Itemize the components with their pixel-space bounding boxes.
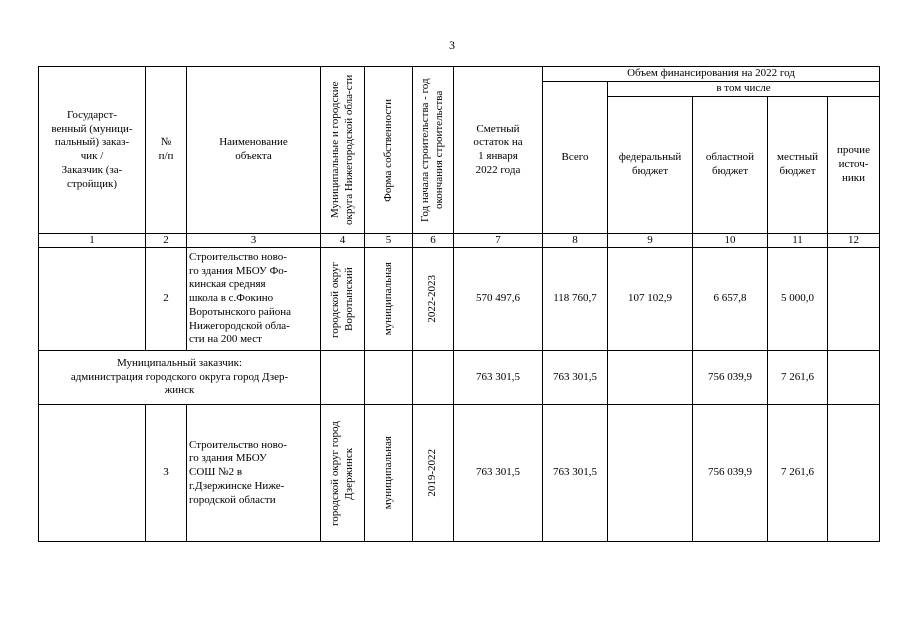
column-number: 5 [365, 234, 413, 248]
empty-cell [321, 351, 365, 405]
local-value: 7 261,6 [768, 351, 828, 405]
ownership-cell [365, 248, 413, 351]
column-number: 12 [828, 234, 880, 248]
header-number: № п/п [146, 67, 187, 234]
years-cell [413, 405, 454, 542]
object-name: Строительство ново- го здания МБОУ Фо- кинская средняя школа в с.Фокино Воротынского района Нижегородской обла- сти на 200 мест [187, 248, 321, 351]
regional-value: 756 039,9 [693, 351, 768, 405]
row-number: 3 [146, 405, 187, 542]
header-estimate-balance: Сметный остаток на 1 января 2022 года [454, 67, 543, 234]
local-value: 5 000,0 [768, 248, 828, 351]
header-other: прочие источ- ники [828, 97, 880, 234]
empty-cell [365, 351, 413, 405]
object-name: Строительство ново- го здания МБОУ СОШ №2 в г.Дзержинске Ниже- городской области [187, 405, 321, 542]
estimate-value: 763 301,5 [454, 351, 543, 405]
federal-value [608, 351, 693, 405]
header-federal: федеральный бюджет [608, 97, 693, 234]
header-municipality-text: Муниципальные и городские округа Нижегородской обла-сти [328, 74, 355, 226]
regional-value: 6 657,8 [693, 248, 768, 351]
column-number: 3 [187, 234, 321, 248]
column-number: 4 [321, 234, 365, 248]
row-number: 2 [146, 248, 187, 351]
header-customer: Государст- венный (муници- пальный) заказ- чик / Заказчик (за- стройщик) [39, 67, 146, 234]
years-cell [413, 248, 454, 351]
header-years-text: Год начала строительства - год окончания строительства [419, 78, 445, 222]
column-number: 10 [693, 234, 768, 248]
header-regional: областной бюджет [693, 97, 768, 234]
estimate-value: 763 301,5 [454, 405, 543, 542]
header-ownership [365, 67, 413, 234]
header-funding-group: Объем финансирования на 2022 год [543, 67, 880, 82]
header-including: в том числе [608, 82, 880, 97]
customer-cell [39, 248, 146, 351]
column-number: 7 [454, 234, 543, 248]
column-number: 1 [39, 234, 146, 248]
total-value: 118 760,7 [543, 248, 608, 351]
funding-table [38, 66, 880, 542]
municipality-cell [321, 405, 365, 542]
column-number: 8 [543, 234, 608, 248]
federal-value [608, 405, 693, 542]
total-value: 763 301,5 [543, 351, 608, 405]
customer-row [39, 351, 880, 405]
local-value: 7 261,6 [768, 405, 828, 542]
customer-cell [39, 405, 146, 542]
header-years [413, 67, 454, 234]
municipality: городской округ Воротынский [328, 260, 355, 338]
years: 2019-2022 [426, 449, 439, 497]
other-value [828, 351, 880, 405]
column-number: 6 [413, 234, 454, 248]
other-value [828, 248, 880, 351]
header-object-name: Наименование объекта [187, 67, 321, 234]
table-row [39, 248, 880, 351]
ownership: муниципальная [381, 436, 394, 510]
estimate-value: 570 497,6 [454, 248, 543, 351]
page-number: 3 [449, 38, 455, 52]
header-total: Всего [543, 82, 608, 234]
years: 2022-2023 [426, 275, 439, 323]
federal-value: 107 102,9 [608, 248, 693, 351]
other-value [828, 405, 880, 542]
header-ownership-text: Форма собственности [381, 98, 394, 202]
municipal-customer: Муниципальный заказчик: администрация городского округа город Дзер- жинск [39, 351, 321, 405]
municipality-cell [321, 248, 365, 351]
ownership-cell [365, 405, 413, 542]
ownership: муниципальная [381, 262, 394, 336]
regional-value: 756 039,9 [693, 405, 768, 542]
total-value: 763 301,5 [543, 405, 608, 542]
header-local: местный бюджет [768, 97, 828, 234]
column-number-row [39, 234, 880, 248]
table-row [39, 405, 880, 542]
column-number: 2 [146, 234, 187, 248]
header-municipality [321, 67, 365, 234]
column-number: 11 [768, 234, 828, 248]
empty-cell [413, 351, 454, 405]
column-number: 9 [608, 234, 693, 248]
municipality: городской округ город Дзержинск [328, 420, 355, 526]
